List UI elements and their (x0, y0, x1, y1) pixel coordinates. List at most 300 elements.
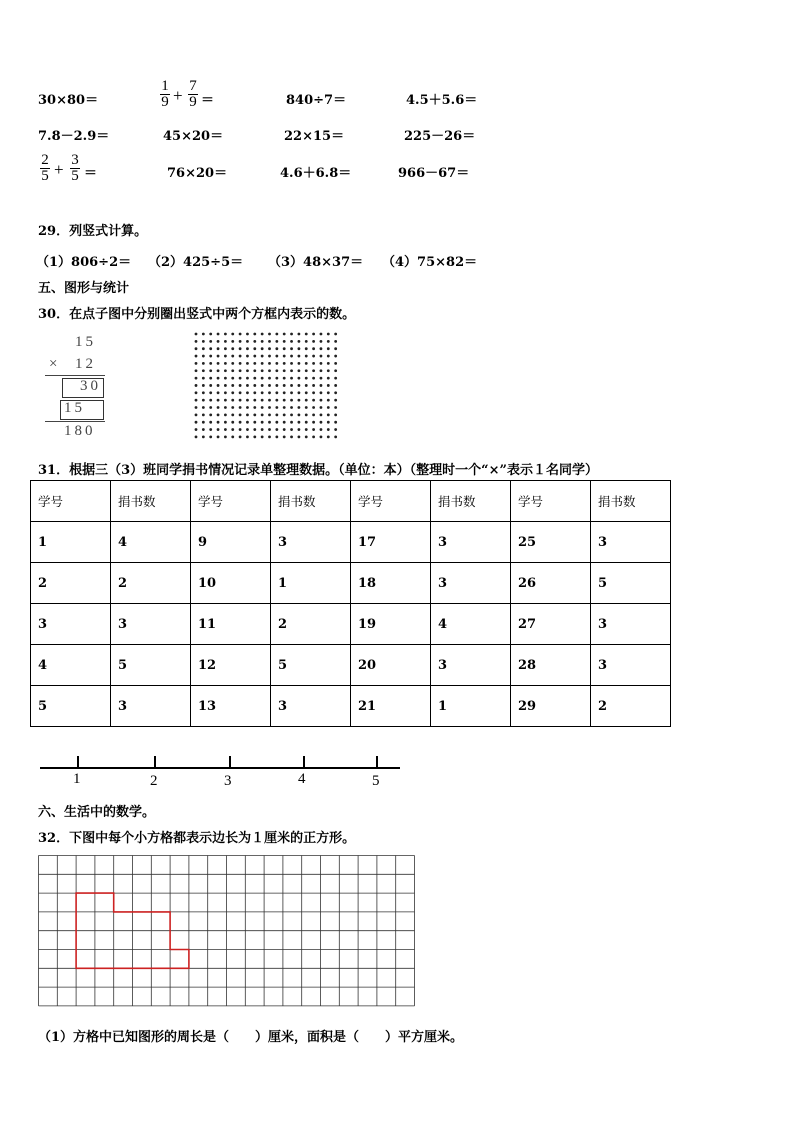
dot (209, 436, 212, 439)
dot (209, 362, 212, 365)
dot (283, 355, 286, 358)
dot (239, 391, 242, 394)
dot (327, 399, 330, 402)
dot (320, 369, 323, 372)
multiplicand: 15 (75, 334, 96, 350)
dot (209, 428, 212, 431)
dot (290, 377, 293, 380)
dot (283, 421, 286, 424)
dot (334, 333, 337, 336)
dot (224, 421, 227, 424)
header-cell: 学号 (351, 481, 431, 522)
dot (320, 428, 323, 431)
dot (283, 391, 286, 394)
table-cell: 5 (31, 686, 111, 727)
dot (217, 355, 220, 358)
dot (217, 362, 220, 365)
dot (253, 384, 256, 387)
table-row (31, 645, 671, 686)
tick (376, 756, 378, 767)
dot (224, 384, 227, 387)
dot (312, 347, 315, 350)
table-row (31, 604, 671, 645)
oral-expr: 4.6＋6.8＝ (280, 166, 352, 181)
dot (283, 377, 286, 380)
header-cell: 学号 (511, 481, 591, 522)
section-heading: 六、生活中的数学。 (38, 805, 156, 820)
dot (312, 436, 315, 439)
dot (327, 384, 330, 387)
result-line (45, 421, 105, 422)
dot (327, 421, 330, 424)
dot (261, 377, 264, 380)
dot (320, 340, 323, 343)
dot (202, 428, 205, 431)
partial-product: 15 (64, 400, 85, 416)
dot (320, 347, 323, 350)
dot (246, 421, 249, 424)
oral-expr: 22×15＝ (284, 129, 345, 144)
dot (312, 377, 315, 380)
dot (246, 355, 249, 358)
table-cell: 26 (511, 563, 591, 604)
dot (268, 406, 271, 409)
dot (195, 362, 198, 365)
dot (268, 391, 271, 394)
dot (195, 347, 198, 350)
dot (334, 421, 337, 424)
dot (312, 340, 315, 343)
table-row (31, 522, 671, 563)
dot (195, 413, 198, 416)
dot (290, 413, 293, 416)
dot (253, 340, 256, 343)
dot (253, 436, 256, 439)
dot (224, 340, 227, 343)
table-cell: 5 (591, 563, 671, 604)
dot (224, 413, 227, 416)
dot (290, 333, 293, 336)
dot (312, 428, 315, 431)
dot (327, 391, 330, 394)
dot (231, 436, 234, 439)
numerator: 2 (41, 152, 49, 168)
header-cell: 捐书数 (271, 481, 351, 522)
dot (312, 369, 315, 372)
dot (202, 355, 205, 358)
dot (224, 347, 227, 350)
numerator: 1 (161, 78, 169, 94)
oral-expr: 76×20＝ (167, 166, 228, 181)
dot (320, 413, 323, 416)
number-line-axis (40, 767, 400, 769)
dot (305, 362, 308, 365)
fraction (188, 79, 198, 110)
dot (312, 333, 315, 336)
tick-label: 5 (372, 773, 380, 789)
dot (253, 355, 256, 358)
dot (312, 384, 315, 387)
table-cell: 21 (351, 686, 431, 727)
dot (305, 406, 308, 409)
dot (224, 362, 227, 365)
dot (283, 406, 286, 409)
dot (334, 355, 337, 358)
dot (195, 391, 198, 394)
oral-expr: 7.8－2.9＝ (38, 129, 110, 144)
dot (224, 355, 227, 358)
dot (275, 355, 278, 358)
dot (261, 436, 264, 439)
dot (327, 362, 330, 365)
dot (320, 384, 323, 387)
table-cell: 2 (111, 563, 191, 604)
table-cell: 1 (271, 563, 351, 604)
dot (217, 340, 220, 343)
tick-label: 1 (73, 771, 81, 787)
oral-expr: 4.5＋5.6＝ (406, 93, 478, 108)
dot (217, 347, 220, 350)
dot (261, 391, 264, 394)
dot (298, 406, 301, 409)
dot (246, 406, 249, 409)
dot (231, 406, 234, 409)
section-heading: 五、图形与统计 (38, 281, 130, 296)
denominator: 5 (71, 168, 79, 184)
dot (253, 362, 256, 365)
dot (320, 355, 323, 358)
dot (283, 333, 286, 336)
dot (253, 377, 256, 380)
dot (290, 421, 293, 424)
dot (268, 340, 271, 343)
dot (290, 391, 293, 394)
dot (217, 406, 220, 409)
dot (239, 377, 242, 380)
dot (261, 399, 264, 402)
dot (195, 384, 198, 387)
dot (209, 340, 212, 343)
dot (275, 399, 278, 402)
table-cell: 3 (271, 522, 351, 563)
dot (268, 413, 271, 416)
question-31-title: 31．根据三（3）班同学捐书情况记录单整理数据。（单位：本）（整理时一个“×”表示１名同学） (38, 463, 598, 478)
table-cell: 2 (591, 686, 671, 727)
tick (303, 756, 305, 767)
dot (327, 347, 330, 350)
dot (283, 347, 286, 350)
fraction (40, 153, 50, 184)
dot (253, 428, 256, 431)
dot (275, 436, 278, 439)
dot (268, 399, 271, 402)
dot (224, 369, 227, 372)
dot (283, 436, 286, 439)
dot (239, 355, 242, 358)
dot (327, 340, 330, 343)
dot (217, 333, 220, 336)
dot (268, 355, 271, 358)
table-cell: 1 (431, 686, 511, 727)
dot (290, 369, 293, 372)
dot (275, 369, 278, 372)
dot (253, 391, 256, 394)
dot (334, 413, 337, 416)
dot (195, 333, 198, 336)
numerator: 7 (189, 78, 197, 94)
dot (305, 399, 308, 402)
dot (209, 384, 212, 387)
dot (298, 384, 301, 387)
dot (283, 384, 286, 387)
table-cell: 1 (31, 522, 111, 563)
dot (253, 333, 256, 336)
table-cell: 20 (351, 645, 431, 686)
dot (275, 377, 278, 380)
dot (334, 406, 337, 409)
dot (327, 333, 330, 336)
dot (209, 369, 212, 372)
dot (268, 377, 271, 380)
oral-expr: 45×20＝ (163, 129, 224, 144)
dot (202, 377, 205, 380)
dot (246, 369, 249, 372)
dot (239, 399, 242, 402)
dot (305, 413, 308, 416)
dot (202, 413, 205, 416)
dot (261, 413, 264, 416)
numerator: 3 (71, 152, 79, 168)
header-cell: 捐书数 (111, 481, 191, 522)
product-line (45, 375, 105, 376)
table-cell: 12 (191, 645, 271, 686)
table-cell: 4 (111, 522, 191, 563)
tick (77, 756, 79, 767)
dot (334, 391, 337, 394)
dot (239, 362, 242, 365)
table-cell: 3 (431, 563, 511, 604)
dot (239, 428, 242, 431)
dot (290, 347, 293, 350)
dot (209, 377, 212, 380)
dot (298, 391, 301, 394)
question-30-title: 30．在点子图中分别圈出竖式中两个方框内表示的数。 (38, 307, 356, 322)
header-cell: 学号 (191, 481, 271, 522)
dot (327, 413, 330, 416)
equals-sign: ＝ (84, 166, 98, 181)
dot (268, 436, 271, 439)
dot (312, 421, 315, 424)
dot (217, 428, 220, 431)
dot (239, 436, 242, 439)
header-cell: 学号 (31, 481, 111, 522)
table-cell: 11 (191, 604, 271, 645)
dot (320, 391, 323, 394)
multiplier: 12 (75, 356, 96, 372)
table-cell: 3 (591, 604, 671, 645)
dot (246, 428, 249, 431)
dot (275, 384, 278, 387)
fraction (70, 153, 80, 184)
dot (275, 391, 278, 394)
denominator: 9 (189, 94, 197, 110)
table-row (31, 686, 671, 727)
q29-item: （3）48×37＝ (268, 255, 364, 270)
dot (195, 406, 198, 409)
dot (217, 391, 220, 394)
square-grid[interactable] (38, 855, 418, 1010)
dot (231, 421, 234, 424)
dot (246, 333, 249, 336)
dot (202, 391, 205, 394)
dot (327, 428, 330, 431)
dot (312, 362, 315, 365)
table-row (31, 563, 671, 604)
header-cell: 捐书数 (591, 481, 671, 522)
dot (202, 333, 205, 336)
table-cell: 4 (31, 645, 111, 686)
dot (224, 399, 227, 402)
dot (327, 355, 330, 358)
dot (202, 369, 205, 372)
dot (327, 406, 330, 409)
dot (275, 333, 278, 336)
times-sign: × (49, 356, 61, 372)
denominator: 5 (41, 168, 49, 184)
dot (305, 347, 308, 350)
dot (209, 399, 212, 402)
dot (231, 391, 234, 394)
dot (202, 347, 205, 350)
dot (209, 355, 212, 358)
dot (334, 340, 337, 343)
question-32-sub1: （1）方格中已知图形的周长是（ ）厘米，面积是（ ）平方厘米。 (38, 1030, 464, 1045)
dot (275, 413, 278, 416)
dot (202, 421, 205, 424)
tick (154, 756, 156, 767)
table-cell: 29 (511, 686, 591, 727)
plus-sign: + (54, 160, 64, 179)
dot (275, 362, 278, 365)
oral-expr: 30×80＝ (38, 93, 99, 108)
table-header-row (31, 481, 671, 522)
dot (298, 347, 301, 350)
table-cell: 18 (351, 563, 431, 604)
tick-label: 3 (224, 773, 232, 789)
dot (195, 369, 198, 372)
q29-item: （2）425÷5＝ (148, 255, 244, 270)
dot (312, 399, 315, 402)
dot (217, 413, 220, 416)
dot (261, 428, 264, 431)
question-32-title: 32．下图中每个小方格都表示边长为１厘米的正方形。 (38, 831, 356, 846)
dot (305, 384, 308, 387)
dot (217, 436, 220, 439)
dot (217, 399, 220, 402)
dot (298, 377, 301, 380)
dot (202, 340, 205, 343)
donation-table (30, 480, 671, 727)
dot (195, 436, 198, 439)
dot (202, 399, 205, 402)
tick-label: 4 (298, 771, 306, 787)
dot (202, 362, 205, 365)
plus-sign: + (173, 86, 183, 105)
table-cell: 3 (271, 686, 351, 727)
dot (239, 406, 242, 409)
dot (312, 406, 315, 409)
dot (217, 369, 220, 372)
dot (298, 369, 301, 372)
dot (195, 399, 198, 402)
dot (334, 436, 337, 439)
dot (334, 377, 337, 380)
dot (298, 421, 301, 424)
header-cell: 捐书数 (431, 481, 511, 522)
dot (283, 340, 286, 343)
dot (253, 406, 256, 409)
dot (246, 413, 249, 416)
dot (261, 406, 264, 409)
dot (290, 384, 293, 387)
dot (231, 347, 234, 350)
table-cell: 27 (511, 604, 591, 645)
dot (305, 355, 308, 358)
dot (290, 362, 293, 365)
table-cell: 3 (591, 645, 671, 686)
dot (239, 421, 242, 424)
dot (209, 406, 212, 409)
dot (224, 436, 227, 439)
table-cell: 3 (31, 604, 111, 645)
dot (246, 391, 249, 394)
dot (239, 333, 242, 336)
dot (195, 428, 198, 431)
dot (320, 333, 323, 336)
dot (327, 436, 330, 439)
table-cell: 13 (191, 686, 271, 727)
dot (268, 362, 271, 365)
dot (246, 384, 249, 387)
dot (231, 355, 234, 358)
table-cell: 3 (431, 522, 511, 563)
dot (261, 369, 264, 372)
table-cell: 4 (431, 604, 511, 645)
dot (253, 369, 256, 372)
dot (253, 399, 256, 402)
dot (217, 421, 220, 424)
dot (275, 421, 278, 424)
dot (246, 436, 249, 439)
dot (298, 362, 301, 365)
dot (268, 347, 271, 350)
dot (268, 428, 271, 431)
dot (334, 347, 337, 350)
dot (231, 399, 234, 402)
oral-expr: 966－67＝ (398, 166, 470, 181)
dot (261, 421, 264, 424)
dot (231, 362, 234, 365)
dot (202, 406, 205, 409)
dot-grid[interactable] (190, 330, 346, 442)
dot (239, 369, 242, 372)
table-cell: 3 (111, 686, 191, 727)
dot (209, 333, 212, 336)
table-cell: 5 (271, 645, 351, 686)
dot (305, 436, 308, 439)
dot (320, 436, 323, 439)
dot (209, 413, 212, 416)
